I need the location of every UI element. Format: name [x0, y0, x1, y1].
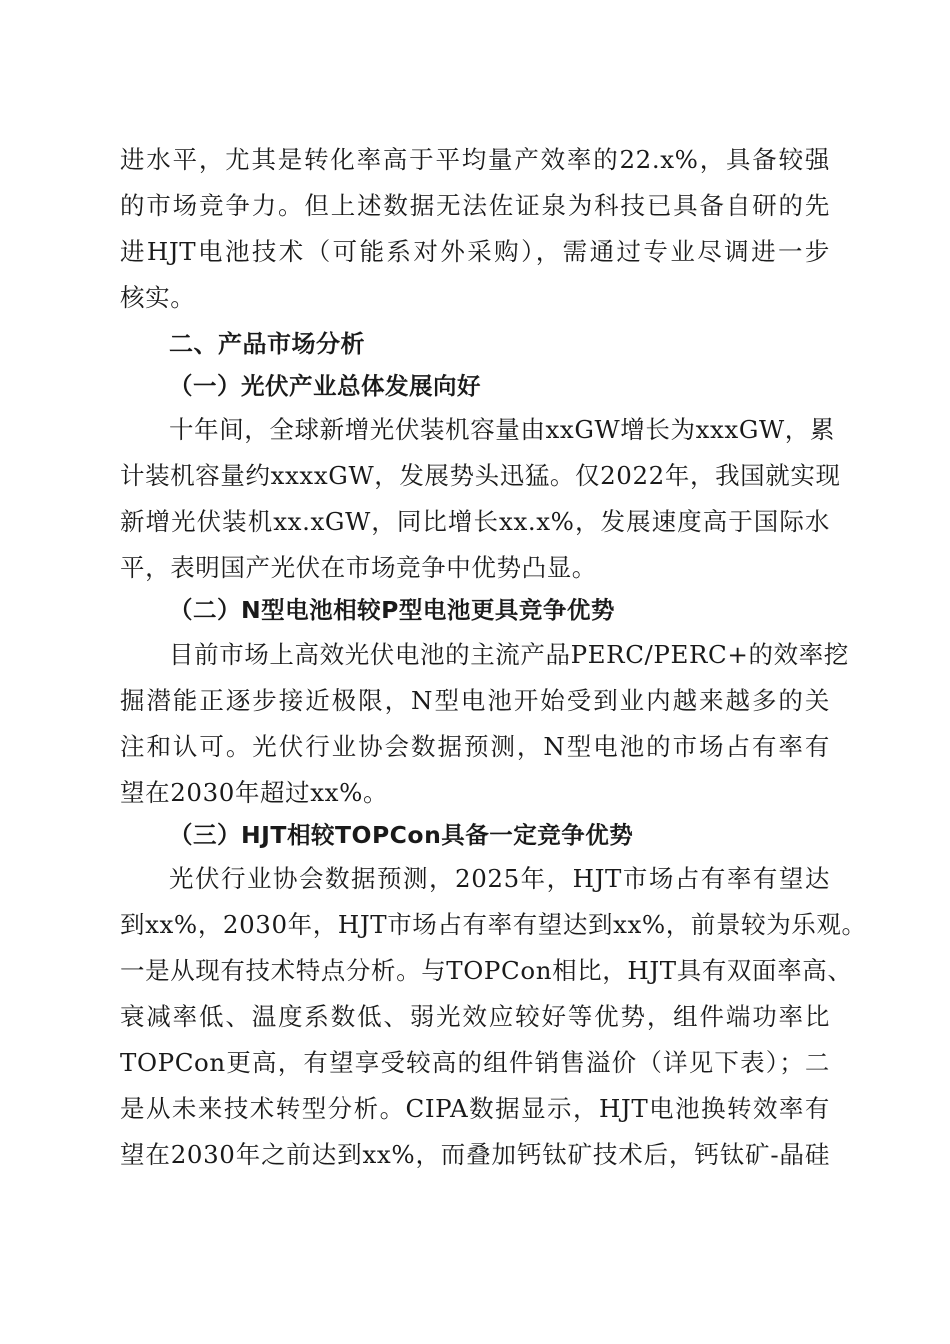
sub1-line-4: 平，表明国产光伏在市场竞争中优势凸显。 [120, 553, 597, 582]
subsection-1-heading: （一）光伏产业总体发展向好 [169, 372, 481, 400]
sub3-line-3: 一是从现有技术特点分析。与TOPCon相比，HJT具有双面率高、 [120, 956, 853, 985]
sub3-line-7: 望在2030年之前达到xx%，而叠加钙钛矿技术后，钙钛矿-晶硅 [120, 1140, 830, 1169]
para1-line-2: 的市场竞争力。但上述数据无法佐证泉为科技已具备自研的先 [120, 191, 830, 220]
para1-line-3: 进HJT电池技术（可能系对外采购），需通过专业尽调进一步 [120, 237, 830, 266]
sub3-line-2: 到xx%，2030年，HJT市场占有率有望达到xx%，前景较为乐观。 [120, 910, 867, 939]
sub1-line-3: 新增光伏装机xx.xGW，同比增长xx.x%，发展速度高于国际水 [120, 507, 830, 536]
sub3-line-6: 是从未来技术转型分析。CIPA数据显示，HJT电池换转效率有 [120, 1094, 830, 1123]
para1-line-4: 核实。 [120, 283, 196, 312]
sub2-line-1: 目前市场上高效光伏电池的主流产品PERC/PERC+的效率挖 [169, 640, 849, 669]
section-heading: 二、产品市场分析 [169, 330, 365, 358]
sub2-line-3: 注和认可。光伏行业协会数据预测，N型电池的市场占有率有 [120, 732, 830, 761]
sub3-line-1: 光伏行业协会数据预测，2025年，HJT市场占有率有望达 [169, 864, 830, 893]
subsection-3-heading: （三）HJT相较TOPCon具备一定竞争优势 [169, 821, 634, 849]
sub2-line-4: 望在2030年超过xx%。 [120, 778, 389, 807]
sub1-line-1: 十年间，全球新增光伏装机容量由xxGW增长为xxxGW，累 [169, 415, 835, 444]
para1-line-1: 进水平，尤其是转化率高于平均量产效率的22.x%，具备较强 [120, 145, 830, 174]
sub3-line-4: 衰减率低、温度系数低、弱光效应较好等优势，组件端功率比 [120, 1002, 830, 1031]
sub2-line-2: 掘潜能正逐步接近极限，N型电池开始受到业内越来越多的关 [120, 686, 830, 715]
subsection-2-heading: （二）N型电池相较P型电池更具竞争优势 [169, 596, 615, 624]
sub3-line-5: TOPCon更高，有望享受较高的组件销售溢价（详见下表）；二 [120, 1048, 830, 1077]
sub1-line-2: 计装机容量约xxxxGW，发展势头迅猛。仅2022年，我国就实现 [120, 461, 841, 490]
